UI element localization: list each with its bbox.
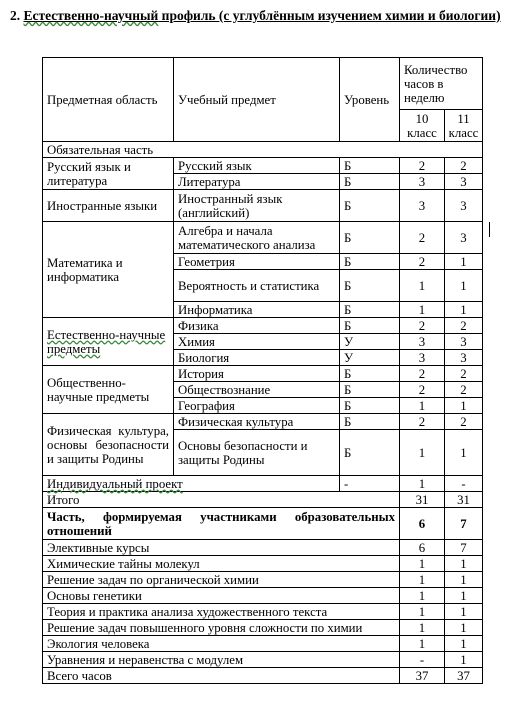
elective-name: Теория и практика анализа художественного текста: [43, 604, 400, 620]
hours-10-cell: 3: [400, 350, 445, 366]
hours-10-cell: 2: [400, 414, 445, 430]
hours-11-cell: 1: [445, 302, 483, 318]
area-cell: Естественно-научные предметы: [43, 318, 174, 366]
subject-cell: Физическая культура: [174, 414, 340, 430]
level-cell: Б: [340, 190, 400, 222]
elective-name: Химические тайны молекул: [43, 556, 400, 572]
table-row: [43, 572, 483, 588]
table-row: [43, 190, 483, 222]
hours-10-cell: 1: [400, 604, 445, 620]
hours-10-cell: 2: [400, 222, 445, 254]
level-cell: Б: [340, 254, 400, 270]
subject-cell: География: [174, 398, 340, 414]
hours-11-cell: 1: [445, 556, 483, 572]
elective-name: Экология человека: [43, 636, 400, 652]
hours-11-cell: 1: [445, 652, 483, 668]
subject-cell: Иностранный язык (английский): [174, 190, 340, 222]
table-row: [43, 556, 483, 572]
table-row: [43, 476, 483, 492]
level-cell: Б: [340, 302, 400, 318]
header-hours: Количество часов в неделю: [400, 58, 483, 110]
level-cell: Б: [340, 366, 400, 382]
heading-title-rest: профиль (с углублённым изучением химии и биологии): [158, 8, 501, 23]
hours-11-cell: 7: [445, 508, 483, 540]
elective-name: Уравнения и неравенства с модулем: [43, 652, 400, 668]
table-row: [43, 158, 483, 174]
hours-11-cell: 3: [445, 174, 483, 190]
area-cell: Физическая культура, основы безопасности и защиты Родины: [43, 414, 174, 476]
heading-title-underlined: Естественно-научный: [23, 8, 159, 23]
hours-11-cell: 1: [445, 604, 483, 620]
subject-cell: Обществознание: [174, 382, 340, 398]
elective-part-label: Часть, формируемая участниками образовательных отношений: [43, 508, 400, 540]
curriculum-table: [42, 57, 483, 684]
hours-10-cell: 1: [400, 270, 445, 302]
table-row: [43, 366, 483, 382]
hours-11-cell: 3: [445, 334, 483, 350]
table-row: [43, 540, 483, 556]
hours-10-cell: 37: [400, 668, 445, 684]
hours-10-cell: 1: [400, 620, 445, 636]
total-row: [43, 492, 483, 508]
elective-name: Решение задач по органической химии: [43, 572, 400, 588]
hours-10-cell: 2: [400, 158, 445, 174]
hours-11-cell: 2: [445, 318, 483, 334]
text-cursor: [489, 222, 490, 237]
section-heading: [10, 8, 522, 23]
hours-11-cell: 2: [445, 382, 483, 398]
table-row: [43, 620, 483, 636]
hours-10-cell: -: [400, 652, 445, 668]
subject-cell: Химия: [174, 334, 340, 350]
elective-name: Элективные курсы: [43, 540, 400, 556]
table-row: [43, 604, 483, 620]
header-subject: Учебный предмет: [174, 58, 340, 142]
hours-11-cell: 1: [445, 636, 483, 652]
hours-11-cell: 7: [445, 540, 483, 556]
subject-cell: Основы безопасности и защиты Родины: [174, 430, 340, 476]
hours-10-cell: 2: [400, 382, 445, 398]
hours-10-cell: 1: [400, 398, 445, 414]
hours-10-cell: 1: [400, 588, 445, 604]
table-row: [43, 588, 483, 604]
hours-10-cell: 6: [400, 508, 445, 540]
hours-11-cell: 3: [445, 350, 483, 366]
level-cell: Б: [340, 382, 400, 398]
hours-11-cell: 3: [445, 190, 483, 222]
hours-11-cell: 37: [445, 668, 483, 684]
hours-10-cell: 2: [400, 366, 445, 382]
area-cell: Русский язык и литература: [43, 158, 174, 190]
hours-10-cell: 1: [400, 430, 445, 476]
subject-cell: Вероятность и статистика: [174, 270, 340, 302]
hours-10-cell: 3: [400, 334, 445, 350]
hours-10-cell: 1: [400, 636, 445, 652]
hours-10-cell: 3: [400, 190, 445, 222]
elective-name: Решение задач повышенного уровня сложности по химии: [43, 620, 400, 636]
subject-cell: Алгебра и начала математического анализа: [174, 222, 340, 254]
hours-10-cell: 1: [400, 302, 445, 318]
level-cell: Б: [340, 430, 400, 476]
area-cell: Математика и информатика: [43, 222, 174, 318]
subject-cell: История: [174, 366, 340, 382]
level-cell: Б: [340, 270, 400, 302]
subject-cell: Литература: [174, 174, 340, 190]
hours-10-cell: 2: [400, 318, 445, 334]
grand-total-label: Всего часов: [43, 668, 400, 684]
hours-11-cell: 1: [445, 398, 483, 414]
table-row: [43, 318, 483, 334]
hours-11-cell: 3: [445, 222, 483, 254]
hours-11-cell: 1: [445, 270, 483, 302]
header-grade-11: 11 класс: [445, 110, 483, 142]
project-cell: Индивидуальный проект: [43, 476, 340, 492]
table-row: [43, 652, 483, 668]
level-cell: Б: [340, 398, 400, 414]
grand-total-row: [43, 668, 483, 684]
header-area: Предметная область: [43, 58, 174, 142]
area-cell: Иностранные языки: [43, 190, 174, 222]
level-cell: Б: [340, 222, 400, 254]
header-grade-10: 10 класс: [400, 110, 445, 142]
level-cell: Б: [340, 174, 400, 190]
heading-number: 2.: [10, 8, 21, 23]
hours-11-cell: 1: [445, 588, 483, 604]
hours-11-cell: 2: [445, 414, 483, 430]
subject-cell: Русский язык: [174, 158, 340, 174]
table-row: [43, 222, 483, 254]
header-level: Уровень: [340, 58, 400, 142]
hours-10-cell: 3: [400, 174, 445, 190]
level-cell: У: [340, 350, 400, 366]
level-cell: Б: [340, 414, 400, 430]
elective-part-row: [43, 508, 483, 540]
level-cell: Б: [340, 318, 400, 334]
hours-10-cell: 1: [400, 476, 445, 492]
hours-10-cell: 6: [400, 540, 445, 556]
hours-11-cell: 2: [445, 366, 483, 382]
level-cell: У: [340, 334, 400, 350]
subject-cell: Информатика: [174, 302, 340, 318]
hours-11-cell: 31: [445, 492, 483, 508]
hours-11-cell: 1: [445, 572, 483, 588]
hours-10-cell: 2: [400, 254, 445, 270]
mandatory-part-label: Обязательная часть: [43, 142, 483, 158]
table-row: [43, 636, 483, 652]
total-label: Итого: [43, 492, 400, 508]
subject-cell: Геометрия: [174, 254, 340, 270]
subject-cell: Физика: [174, 318, 340, 334]
level-cell: -: [340, 476, 400, 492]
hours-11-cell: 1: [445, 620, 483, 636]
hours-10-cell: 1: [400, 556, 445, 572]
level-cell: Б: [340, 158, 400, 174]
table-row: [43, 414, 483, 430]
hours-10-cell: 1: [400, 572, 445, 588]
subject-cell: Биология: [174, 350, 340, 366]
hours-11-cell: 1: [445, 430, 483, 476]
hours-11-cell: 2: [445, 158, 483, 174]
hours-11-cell: 1: [445, 254, 483, 270]
hours-11-cell: -: [445, 476, 483, 492]
hours-10-cell: 31: [400, 492, 445, 508]
area-cell: Общественно-научные предметы: [43, 366, 174, 414]
elective-name: Основы генетики: [43, 588, 400, 604]
